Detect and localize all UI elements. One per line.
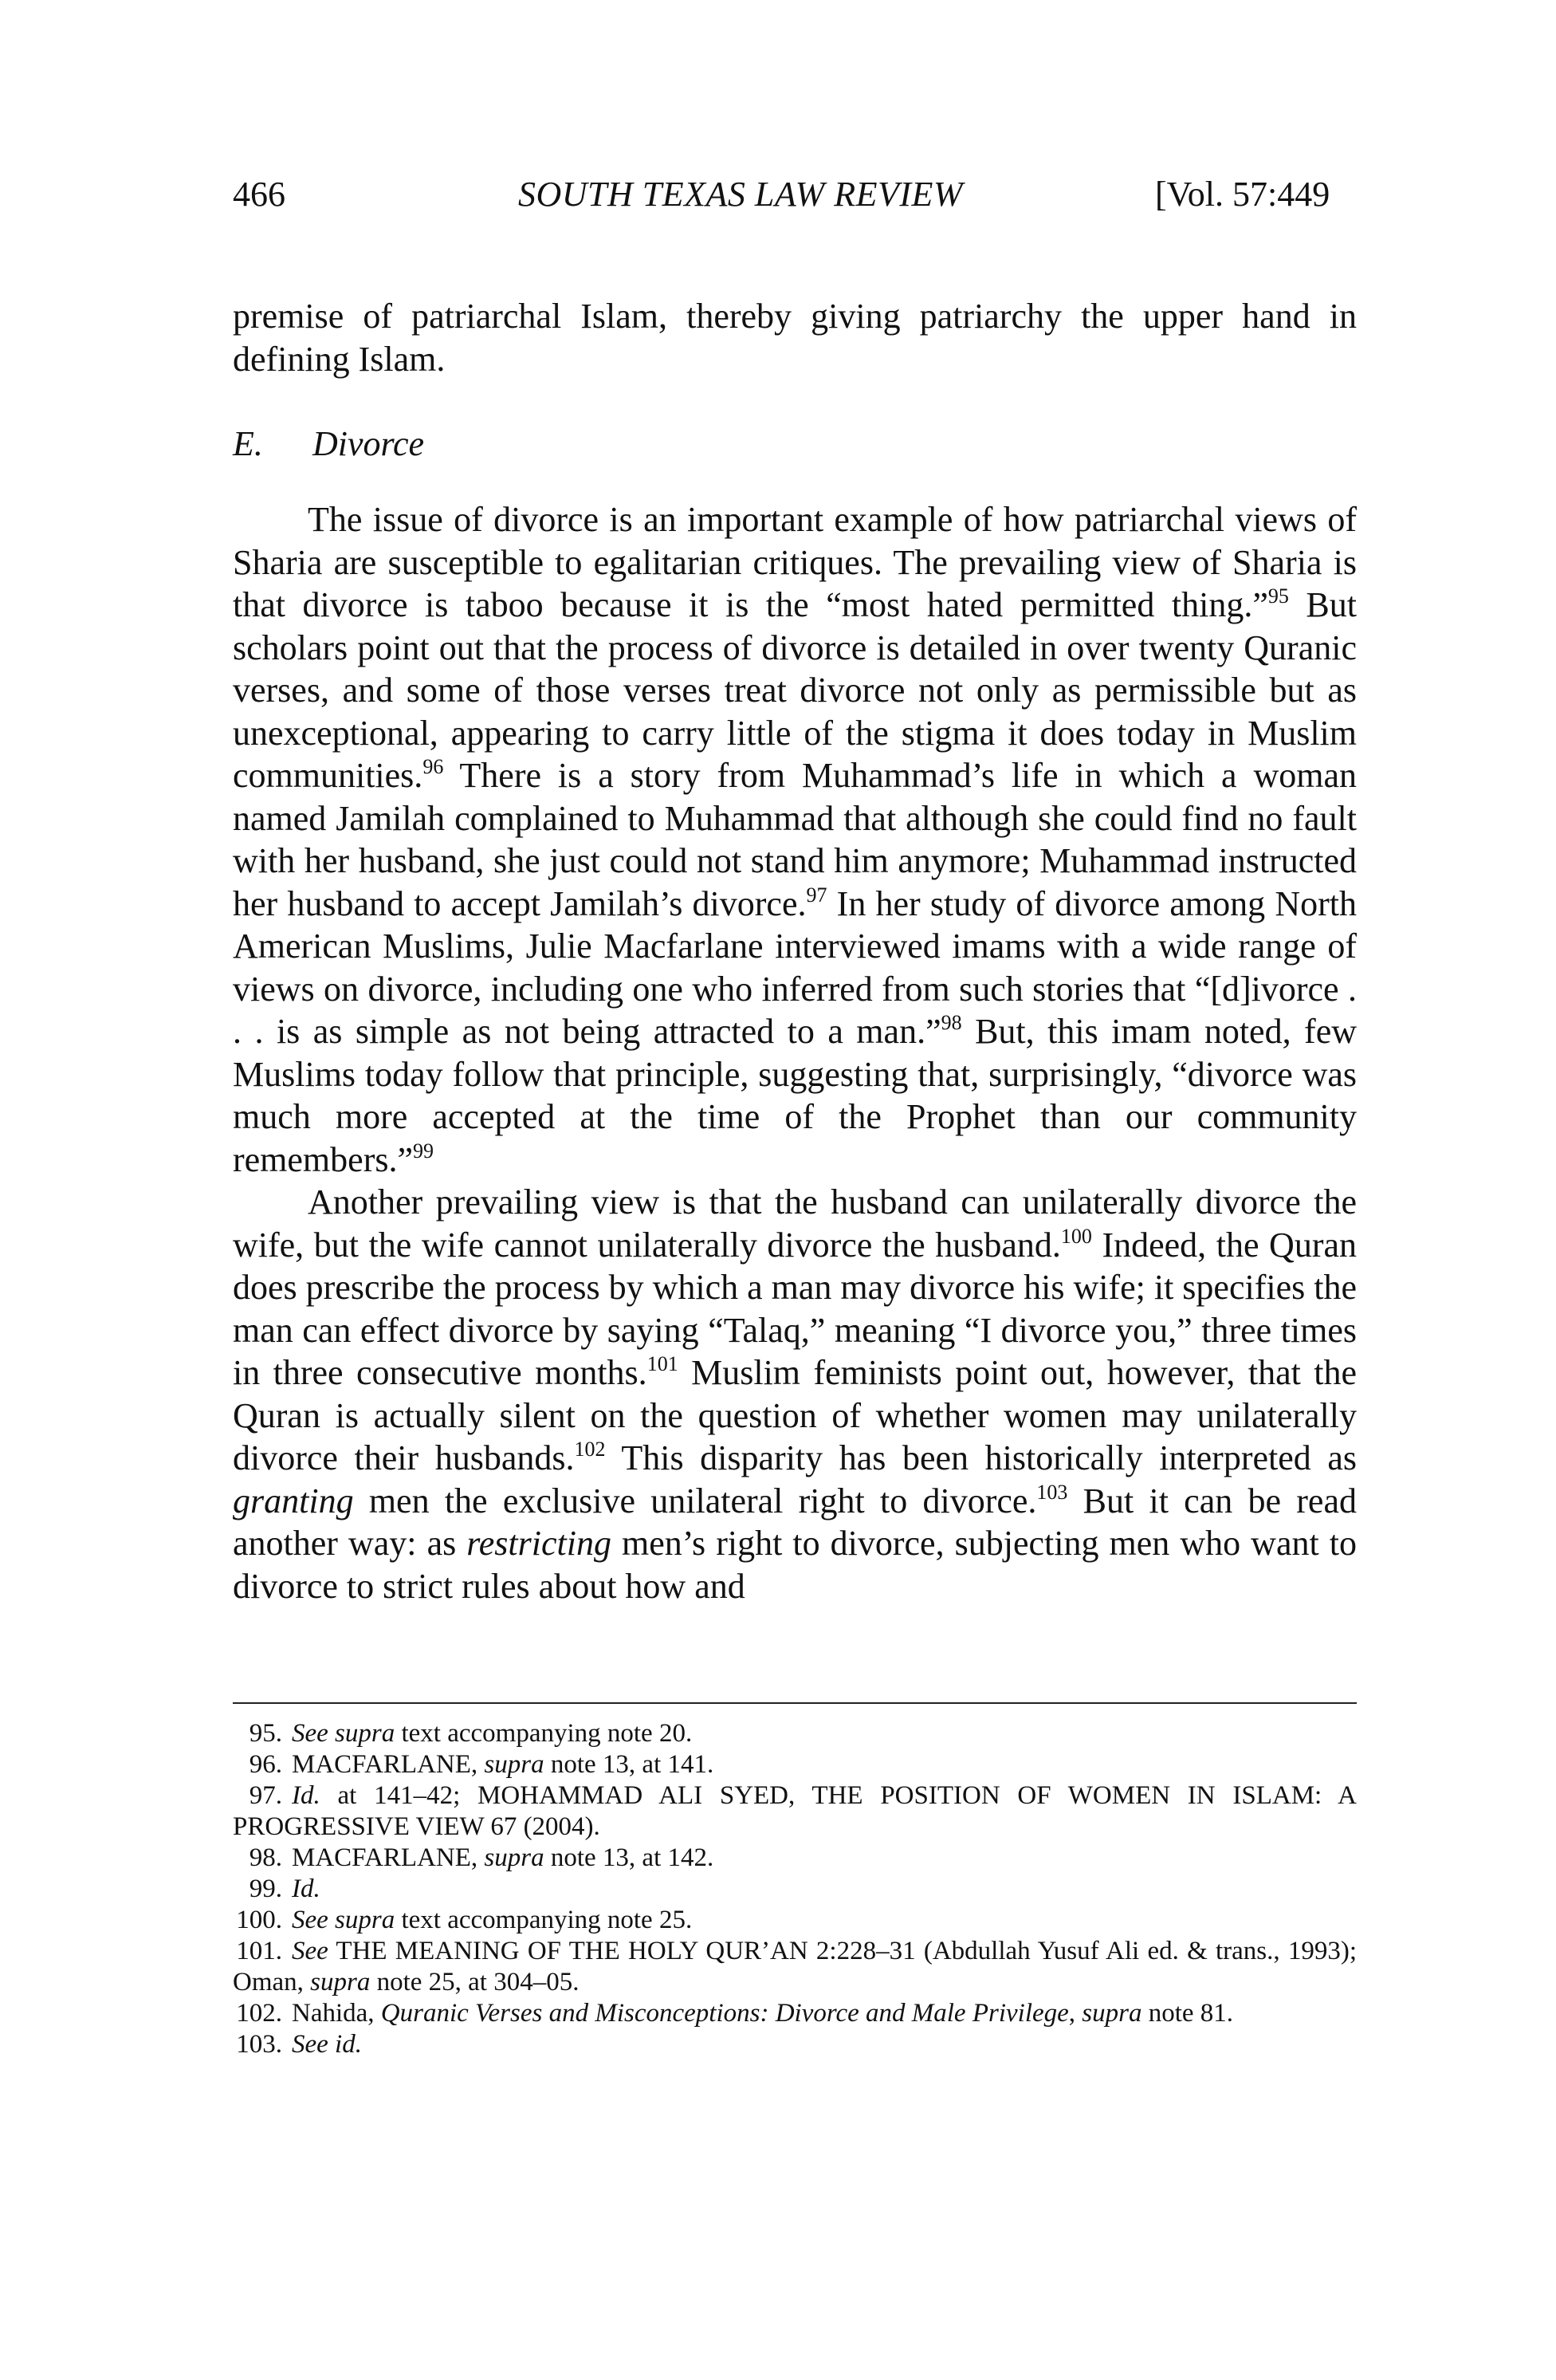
volume-citation: [Vol. 57:449 bbox=[1155, 175, 1330, 214]
section-heading bbox=[233, 423, 424, 465]
footnote-ref-98: 98 bbox=[941, 1011, 962, 1034]
footnote-103: 103. See id. bbox=[236, 2030, 362, 2059]
footnote-ref-95: 95 bbox=[1267, 584, 1289, 608]
footnote-divider bbox=[233, 1702, 1357, 1704]
footnote-ref-101: 101 bbox=[646, 1352, 678, 1375]
paragraph-1: The issue of divorce is an important example of how patriarchal views of Sharia are susceptible to egalitarian critiques. The prevailing view of Sharia is that divorce is taboo because it is the “most hated permitted thing.”$^{95}$ But scholars point out that the process of divorce is detailed in over twenty Quranic verses, and some of those verses treat divorce not only as permissible but as unexceptional, appearing to carry little of the stigma it does today in Muslim communities.$^{96}$ There is a story from Muhammad’s life in which a woman named Jamilah complained to Muhammad that although she could find no fault with her husband, she just could not stand him anymore; Muhammad instructed her husband to accept Jamilah’s divorce.$^{97}$ In her study of divorce among North American Muslims, Julie Macfarlane interviewed imams with a wide range of views on divorce, including one who inferred from such stories that “[d]ivorce . . . is as simple as not being attracted to a man.”$^{98}$ But, this imam noted, few Muslims today follow that principle, suggesting that, surprisingly, “divorce was much more accepted at the time of the Prophet than our community remembers.”$^{99}$ bbox=[233, 500, 1358, 1179]
footnote-ref-96: 96 bbox=[422, 755, 444, 778]
footnote-95: 95. See supra text accompanying note 20. bbox=[249, 1719, 693, 1748]
footnote-99: 99. Id. bbox=[249, 1874, 320, 1903]
page-number: 466 bbox=[233, 175, 285, 214]
footnote-ref-97: 97 bbox=[806, 883, 827, 907]
footnote-97: 97. Id. at 141–42; MOHAMMAD ALI SYED, THE POSITION OF WOMEN IN ISLAM: A PROGRESSIVE VIEW 67 (2004). bbox=[233, 1781, 1357, 1841]
footnote-ref-99: 99 bbox=[413, 1139, 434, 1162]
footnotes bbox=[233, 1718, 1357, 2060]
footnote-ref-100: 100 bbox=[1060, 1224, 1092, 1248]
footnote-ref-103: 103 bbox=[1036, 1480, 1068, 1504]
main-text bbox=[233, 498, 1357, 1607]
footnote-ref-102: 102 bbox=[574, 1438, 606, 1461]
footnote-100: 100. See supra text accompanying note 25. bbox=[236, 1906, 693, 1934]
section-title: Divorce bbox=[312, 424, 425, 463]
footnote-98: 98. MACFARLANE, supra note 13, at 142. bbox=[249, 1843, 714, 1872]
section-letter: E. bbox=[233, 424, 263, 463]
paragraph-2: Another prevailing view is that the husband can unilaterally divorce the wife, but the wife cannot unilaterally divorce the husband.$^{100}$ Indeed, the Quran does prescribe the process by which a man may divorce his wife; it specifies the man can effect divorce by saying “Talaq,” meaning “I divorce you,” three times in three consecutive months.$^{101}$ Muslim feminists point out, however, that the Quran is actually silent on the question of whether women may unilaterally divorce their husbands.$^{102}$ This disparity has been historically interpreted as granting men the exclusive unilateral right to divorce.$^{103}$ But it can be read another way: as restricting men’s right to divorce, subjecting men who want to divorce to strict rules about how and bbox=[233, 1182, 1358, 1606]
footnote-101: 101. See THE MEANING OF THE HOLY QUR’AN 2:228–31 (Abdullah Yusuf Ali ed. & trans., 1993); Oman, supra note 25, at 304–05. bbox=[233, 1937, 1357, 1996]
continuation-paragraph: premise of patriarchal Islam, thereby giving patriarchy the upper hand in defining Islam. bbox=[233, 297, 1357, 379]
footnote-102: 102. Nahida, Quranic Verses and Misconceptions: Divorce and Male Privilege, supra note 81. bbox=[236, 1999, 1234, 2028]
journal-title: SOUTH TEXAS LAW REVIEW bbox=[518, 175, 964, 214]
footnote-96: 96. MACFARLANE, supra note 13, at 141. bbox=[249, 1750, 714, 1779]
